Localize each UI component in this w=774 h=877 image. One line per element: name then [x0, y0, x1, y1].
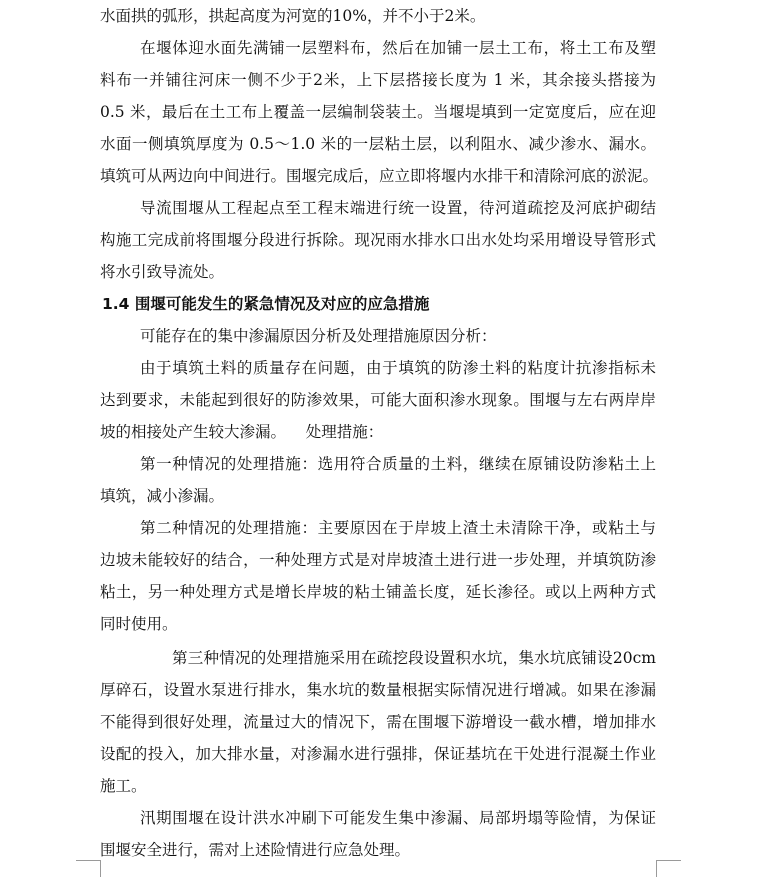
text-line: 坡的相接处产生较大渗漏。 处理措施： — [100, 423, 384, 441]
section-heading: 1.4 围堰可能发生的紧急情况及对应的应急措施 — [102, 295, 430, 313]
text-line: 汛期围堰在设计洪水冲刷下可能发生集中渗漏、局部坍塌等险情，为保证 — [140, 809, 656, 827]
text-line: 料布一并铺往河床一侧不少于2米，上下层搭接长度为 1 米，其余接头搭接为 — [100, 71, 656, 89]
text-line: 第二种情况的处理措施：主要原因在于岸坡上渣土未清除干净，或粘土与 — [140, 519, 656, 537]
text-line: 由于填筑土料的质量存在问题，由于填筑的防渗土料的粘度计抗渗指标未 — [140, 359, 656, 377]
text-line: 边坡未能较好的结合，一种处理方式是对岸坡渣土进行进一步处理，并填筑防渗 — [100, 551, 656, 569]
text-line: 围堰安全进行，需对上述险情进行应急处理。 — [100, 841, 411, 859]
text-line: 填筑，减小渗漏。 — [100, 487, 225, 505]
text-line: 导流围堰从工程起点至工程末端进行统一设置，待河道疏挖及河底护砌结 — [140, 199, 656, 217]
text-line: 达到要求，未能起到很好的防渗效果，可能大面积渗水现象。围堰与左右两岸岸 — [100, 391, 656, 409]
text-line: 第一种情况的处理措施：选用符合质量的土料，继续在原铺设防渗粘土上 — [140, 455, 656, 473]
text-line: 将水引致导流处。 — [100, 263, 225, 281]
text-line: 在堰体迎水面先满铺一层塑料布，然后在加铺一层土工布，将土工布及塑 — [140, 39, 656, 57]
text-line: 设配的投入，加大排水量，对渗漏水进行强排，保证基坑在干处进行混凝土作业 — [100, 745, 656, 763]
text-line: 可能存在的集中渗漏原因分析及处理措施原因分析： — [140, 327, 497, 345]
text-line: 厚碎石，设置水泵进行排水，集水坑的数量根据实际情况进行增减。如果在渗漏 — [100, 681, 656, 699]
crop-mark-bottom-right — [656, 860, 681, 877]
text-line: 同时使用。 — [100, 615, 178, 633]
text-line: 施工。 — [100, 777, 147, 795]
text-line: 水面一侧填筑厚度为 0.5～1.0 米的一层粘土层，以利阻水、减少渗水、漏水。 — [100, 135, 656, 153]
text-line: 粘土，另一种处理方式是增长岸坡的粘土铺盖长度，延长渗径。或以上两种方式 — [100, 583, 656, 601]
text-line: 不能得到很好处理，流量过大的情况下，需在围堰下游增设一截水槽，增加排水 — [100, 713, 656, 731]
text-line: 0.5 米，最后在土工布上覆盖一层编制袋装土。当堰堤填到一定宽度后，应在迎 — [100, 103, 656, 121]
text-line: 水面拱的弧形，拱起高度为河宽的10%，并不小于2米。 — [100, 7, 486, 25]
text-line: 填筑可从两边向中间进行。围堰完成后，应立即将堰内水排干和清除河底的淤泥。 — [100, 167, 659, 185]
crop-mark-bottom-left — [76, 860, 101, 877]
text-line: 第三种情况的处理措施采用在疏挖段设置积水坑，集水坑底铺设20cm — [172, 649, 656, 667]
text-line: 构施工完成前将围堰分段进行拆除。现况雨水排水口出水处均采用增设导管形式 — [100, 231, 656, 249]
